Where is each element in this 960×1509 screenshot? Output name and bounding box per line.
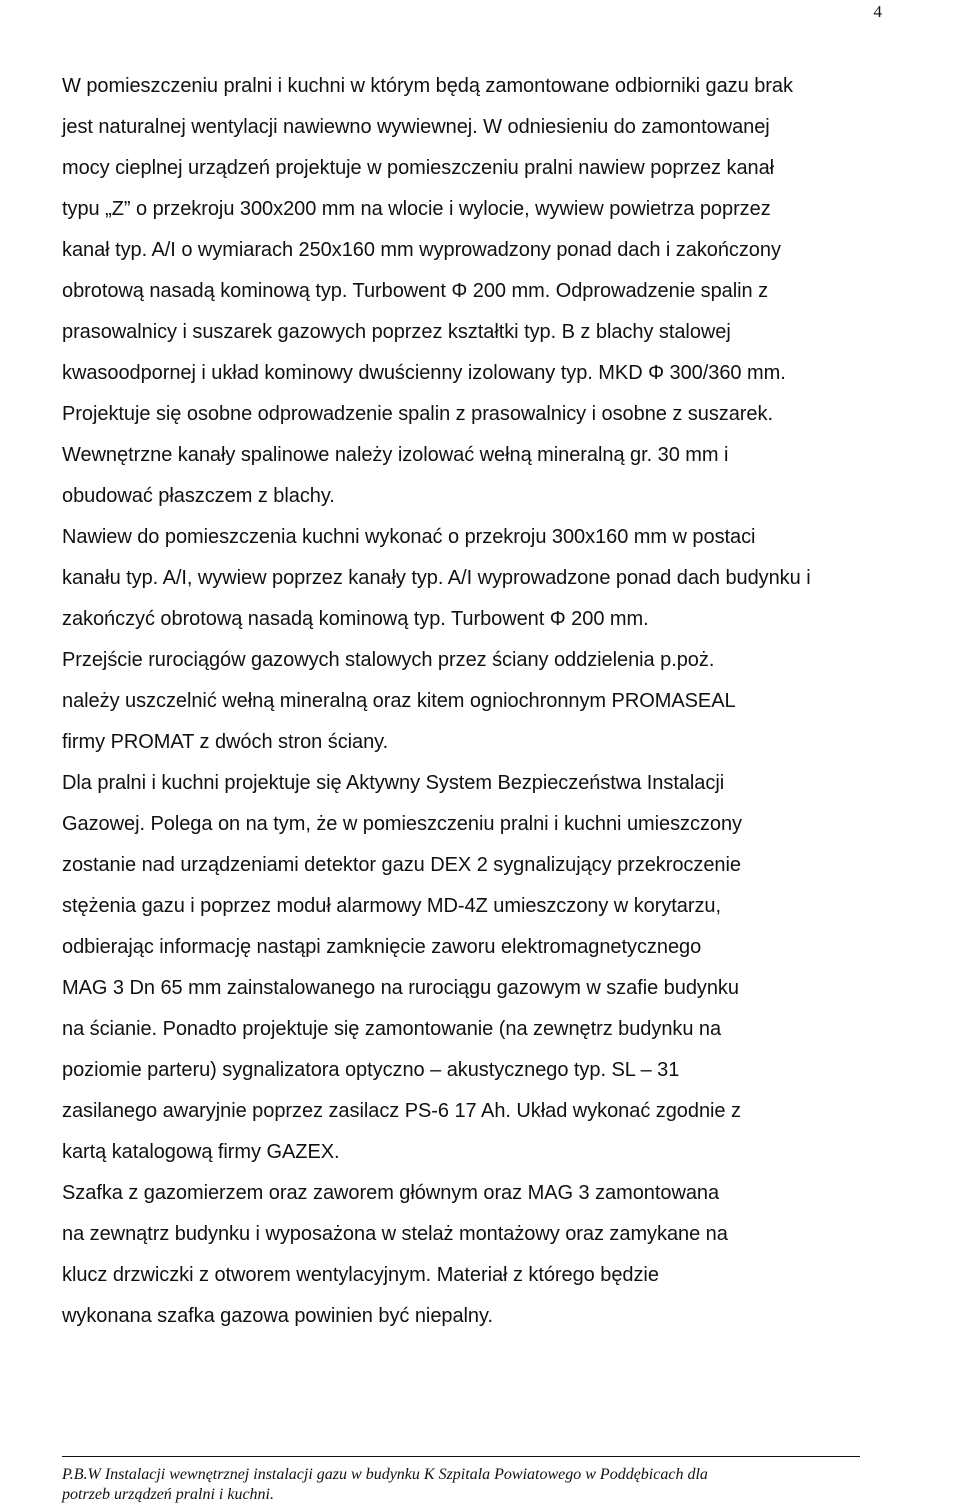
body-line: odbierając informację nastąpi zamknięcie zaworu elektromagnetycznego [62, 936, 702, 958]
body-line: kanał typ. A/I o wymiarach 250x160 mm wyprowadzony ponad dach i zakończony [62, 239, 781, 261]
body-line: mocy cieplnej urządzeń projektuje w pomieszczeniu pralni nawiew poprzez kanał [62, 157, 775, 179]
body-line: zakończyć obrotową nasadą kominową typ. Turbowent Φ 200 mm. [62, 608, 649, 630]
footer-divider [62, 1456, 860, 1457]
body-line: kwasoodpornej i układ kominowy dwuścienny izolowany typ. MKD Φ 300/360 mm. [62, 362, 786, 384]
body-line: kanału typ. A/I, wywiew poprzez kanały typ. A/I wyprowadzone ponad dach budynku i [62, 567, 811, 589]
body-line: typu „Z” o przekroju 300x200 mm na wlocie i wylocie, wywiew powietrza poprzez [62, 198, 771, 220]
body-line: Projektuje się osobne odprowadzenie spalin z prasowalnicy i osobne z suszarek. [62, 403, 773, 425]
body-line: na zewnątrz budynku i wyposażona w stelaż montażowy oraz zamykane na [62, 1223, 728, 1245]
body-line: firmy PROMAT z dwóch stron ściany. [62, 731, 389, 753]
body-line: klucz drzwiczki z otworem wentylacyjnym. Materiał z którego będzie [62, 1264, 659, 1286]
body-line: prasowalnicy i suszarek gazowych poprzez kształtki typ. B z blachy stalowej [62, 321, 731, 343]
body-line: obudować płaszczem z blachy. [62, 485, 335, 507]
page-number: 4 [873, 2, 882, 21]
body-line: jest naturalnej wentylacji nawiewno wywiewnej. W odniesieniu do zamontowanej [62, 116, 770, 138]
body-line: wykonana szafka gazowa powinien być niepalny. [62, 1305, 493, 1327]
body-line: zostanie nad urządzeniami detektor gazu DEX 2 sygnalizujący przekroczenie [62, 854, 741, 876]
body-line: Gazowej. Polega on na tym, że w pomieszczeniu pralni i kuchni umieszczony [62, 813, 743, 835]
body-line: MAG 3 Dn 65 mm zainstalowanego na rurociągu gazowym w szafie budynku [62, 977, 739, 999]
body-line: Nawiew do pomieszczenia kuchni wykonać o przekroju 300x160 mm w postaci [62, 526, 756, 548]
footer-line: P.B.W Instalacji wewnętrznej instalacji gazu w budynku K Szpitala Powiatowego w Poddębicach dla [62, 1466, 708, 1483]
body-line: na ścianie. Ponadto projektuje się zamontowanie (na zewnętrz budynku na [62, 1018, 722, 1040]
body-line: Szafka z gazomierzem oraz zaworem głównym oraz MAG 3 zamontowana [62, 1182, 720, 1204]
body-line: należy uszczelnić wełną mineralną oraz kitem ogniochronnym PROMASEAL [62, 690, 736, 712]
body-line: W pomieszczeniu pralni i kuchni w którym będą zamontowane odbiorniki gazu brak [62, 75, 793, 97]
body-line: Wewnętrzne kanały spalinowe należy izolować wełną mineralną gr. 30 mm i [62, 444, 729, 466]
body-line: stężenia gazu i poprzez moduł alarmowy MD-4Z umieszczony w korytarzu, [62, 895, 722, 917]
body-line: Dla pralni i kuchni projektuje się Aktywny System Bezpieczeństwa Instalacji [62, 772, 725, 794]
footer-line: potrzeb urządzeń pralni i kuchni. [62, 1486, 274, 1503]
body-line: Przejście rurociągów gazowych stalowych przez ściany oddzielenia p.poż. [62, 649, 715, 671]
body-line: obrotową nasadą kominową typ. Turbowent Φ 200 mm. Odprowadzenie spalin z [62, 280, 769, 302]
document-body [62, 66, 960, 1337]
body-line: poziomie parteru) sygnalizatora optyczno – akustycznego typ. SL – 31 [62, 1059, 680, 1081]
body-line: kartą katalogową firmy GAZEX. [62, 1141, 340, 1163]
page-footer [62, 1465, 960, 1505]
body-line: zasilanego awaryjnie poprzez zasilacz PS-6 17 Ah. Układ wykonać zgodnie z [62, 1100, 741, 1122]
